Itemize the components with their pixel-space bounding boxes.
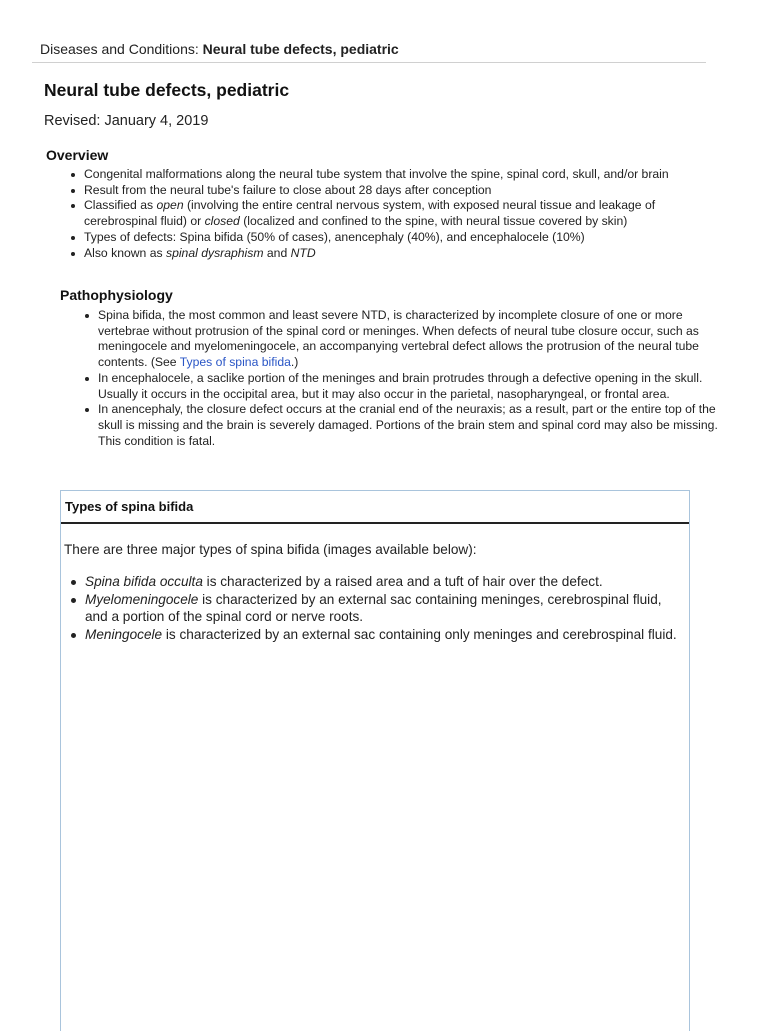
box-list	[69, 573, 684, 643]
breadcrumb-current: Neural tube defects, pediatric	[202, 41, 399, 57]
types-of-spina-bifida-box	[60, 490, 690, 1031]
list-item: Result from the neural tube's failure to close about 28 days after conception	[68, 183, 728, 199]
pathophysiology-list	[82, 308, 722, 449]
box-intro: There are three major types of spina bifida (images available below):	[64, 542, 477, 557]
box-header	[61, 491, 689, 524]
list-item: Classified as open (involving the entire central nervous system, with exposed neural tissue and leakage of cerebrospinal fluid) or closed (localized and confined to the spine, with neural tissue covered by skin)	[68, 198, 728, 229]
list-item: Also known as spinal dysraphism and NTD	[68, 246, 728, 262]
pathophysiology-heading: Pathophysiology	[60, 287, 173, 303]
page-title: Neural tube defects, pediatric	[44, 80, 290, 100]
list-item: Types of defects: Spina bifida (50% of cases), anencephaly (40%), and encephalocele (10%)	[68, 230, 728, 246]
header-divider	[32, 62, 706, 63]
list-item: Congenital malformations along the neural tube system that involve the spine, spinal cord, skull, and/or brain	[68, 167, 728, 183]
box-title: Types of spina bifida	[65, 499, 194, 514]
list-item: Spina bifida, the most common and least severe NTD, is characterized by incomplete closure of one or more vertebrae without protrusion of the spinal cord or meninges. When defects of neural tube closure occur, such as meningocele and myelomeningocele, an accompanying vertebral defect allows the protrusion of the neural tube contents. (See Types of spina bifida.)	[82, 308, 722, 371]
list-item: Meningocele is characterized by an external sac containing only meninges and cerebrospinal fluid.	[69, 626, 684, 644]
list-item: In anencephaly, the closure defect occurs at the cranial end of the neuraxis; as a result, part or the entire top of the skull is missing and the brain is severely damaged. Portions of the brain stem and spinal cord may also be missing. This condition is fatal.	[82, 402, 722, 449]
list-item: Myelomeningocele is characterized by an external sac containing meninges, cerebrospinal fluid, and a portion of the spinal cord or nerve roots.	[69, 591, 684, 626]
overview-heading: Overview	[46, 147, 109, 163]
types-of-spina-bifida-link[interactable]: Types of spina bifida	[179, 355, 291, 370]
list-item: In encephalocele, a saclike portion of the meninges and brain protrudes through a defective opening in the skull. Usually it occurs in the occipital area, but it may also occur in the parietal, nasopharyngeal, or frontal area.	[82, 371, 722, 402]
breadcrumb	[40, 41, 399, 57]
revised-date: Revised: January 4, 2019	[44, 113, 209, 129]
overview-list	[68, 167, 728, 261]
breadcrumb-category[interactable]: Diseases and Conditions:	[40, 41, 203, 57]
list-item: Spina bifida occulta is characterized by a raised area and a tuft of hair over the defect.	[69, 573, 684, 591]
